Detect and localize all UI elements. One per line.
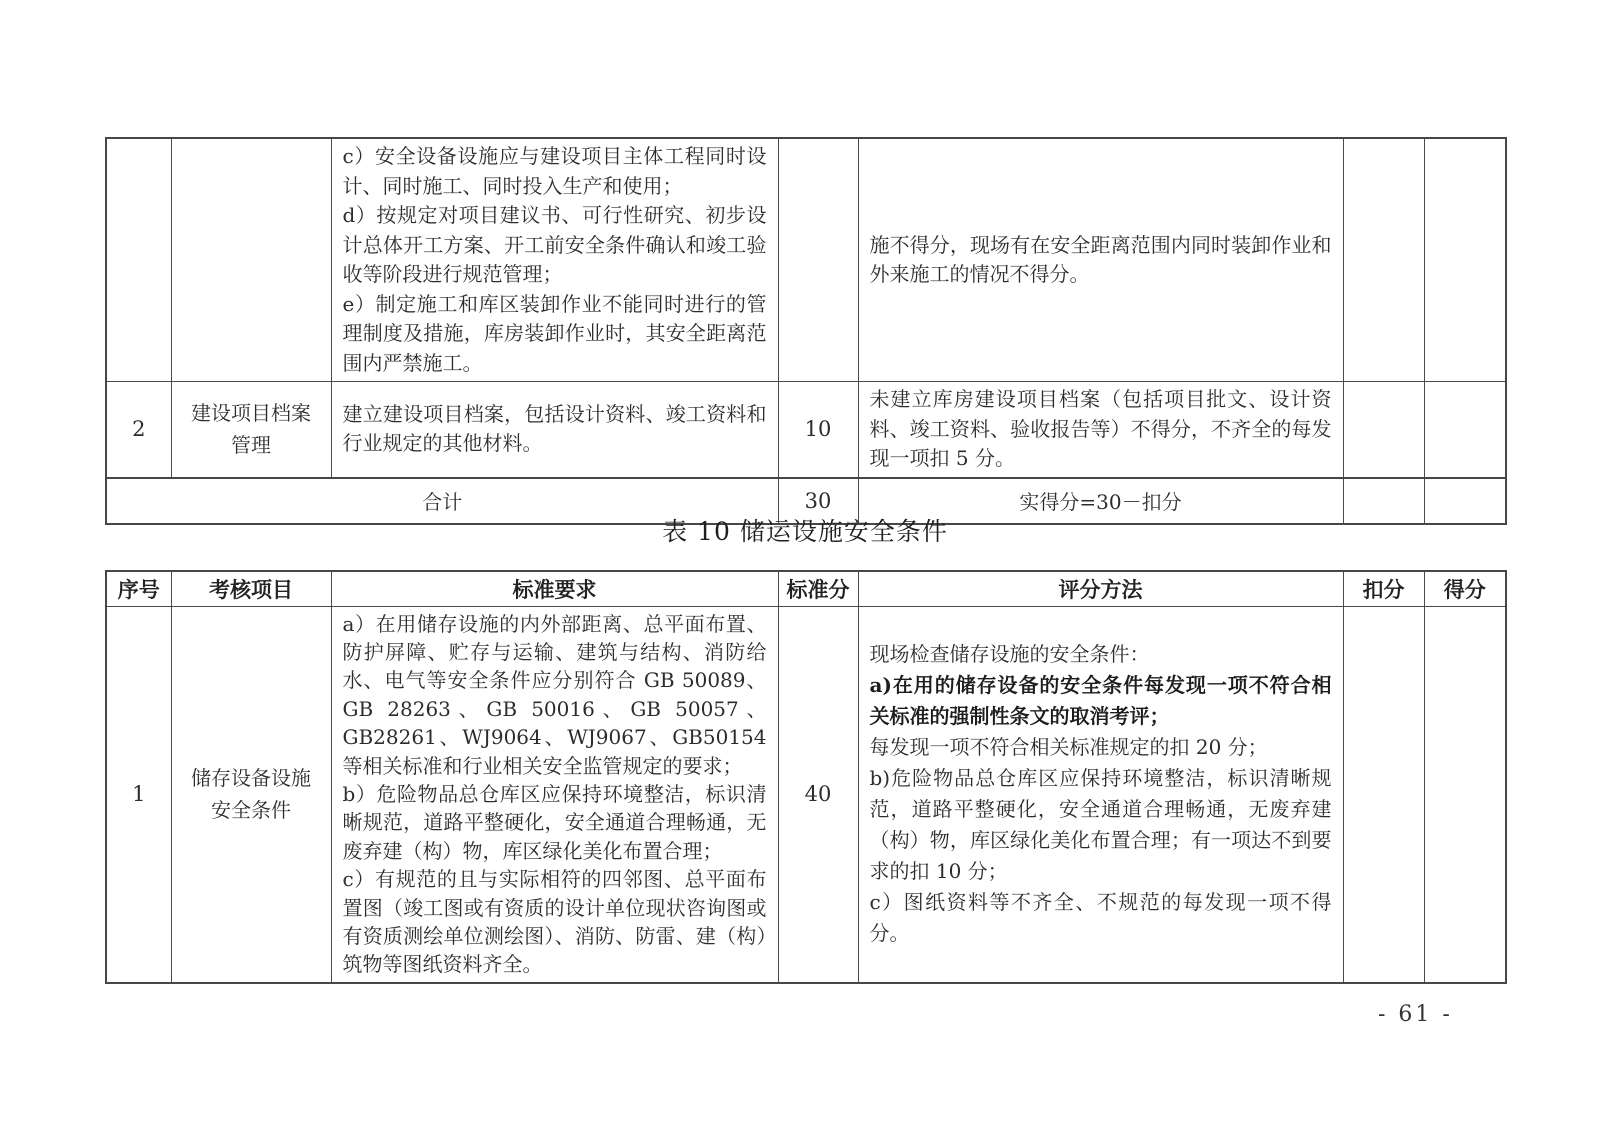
method-text: 现场检查储存设施的安全条件： [869,642,1150,667]
header-requirement: 标准要求 [331,571,778,606]
method-text: 施不得分，现场有在安全距离范围内同时装卸作业和外来施工的情况不得分。 [869,232,1332,286]
method-cell [858,382,1343,478]
header-seq: 序号 [106,571,171,606]
seq-cell: 2 [106,382,171,478]
requirement-cell [331,138,778,382]
header-method: 评分方法 [858,571,1343,606]
requirement-text: a）在用储存设施的内外部距离、总平面布置、防护屏障、贮存与运输、建筑与结构、消防给水、电气等安全条件应分别符合 GB 50089、GB 28263、GB 50016、GB 50057、GB28261、WJ9064、WJ9067、GB50154 等相关标准和行业相关安全监管规定的要求； [342,611,767,778]
score-cell: 40 [778,606,858,983]
method-text: c）图纸资料等不齐全、不规范的每发现一项不得分。 [869,890,1332,946]
method-cell [858,138,1343,382]
deduction-cell [1343,606,1424,983]
method-cell [858,606,1343,983]
header-row [106,571,1506,606]
table10-title: 表 10 储运设施安全条件 [662,517,948,546]
gained-cell [1424,606,1506,983]
score-cell: 10 [778,382,858,478]
requirement-text: c）安全设备设施应与建设项目主体工程同时设计、同时施工、同时投入生产和使用； [342,144,767,198]
deduction-cell [1343,138,1424,382]
header-gained: 得分 [1424,571,1506,606]
header-deduction: 扣分 [1343,571,1424,606]
method-text: 每发现一项不符合相关标准规定的扣 20 分； [869,735,1268,760]
requirement-cell [331,606,778,983]
requirement-text: d）按规定对项目建议书、可行性研究、初步设计总体开工方案、开工前安全条件确认和竣工验收等阶段进行规范管理； [342,203,767,286]
requirement-text: e）制定施工和库区装卸作业不能同时进行的管理制度及措施，库房装卸作业时，其安全距离范围内严禁施工。 [342,291,767,375]
storage-facility-table [105,570,1507,984]
table-row-storage-conditions [106,606,1506,983]
requirement-cell [331,382,778,478]
item-cell [171,138,331,382]
table-row-archives [106,382,1506,478]
item-text: 储存设备设施安全条件 [191,766,311,823]
total-score-cell: 30 [778,478,858,524]
construction-project-table [105,137,1507,525]
seq-cell [106,138,171,382]
gained-cell [1424,382,1506,478]
header-score: 标准分 [778,571,858,606]
requirement-text: c）有规范的且与实际相符的四邻图、总平面布置图（竣工图或有资质的设计单位现状咨询图或有资质测绘单位测绘图）、消防、防雷、建（构）筑物等图纸资料齐全。 [342,867,767,977]
method-text: 未建立库房建设项目档案（包括项目批文、设计资料、竣工资料、验收报告等）不得分，不齐全的每发现一项扣 5 分。 [869,387,1332,470]
total-method-cell: 实得分=30－扣分 [858,478,1343,524]
requirement-text: b）危险物品总仓库区应保持环境整洁，标识清晰规范，道路平整硬化，安全通道合理畅通，无废弃建（构）物，库区绿化美化布置合理； [342,781,767,863]
method-text-bold: a)在用的储存设备的安全条件每发现一项不符合相关标准的强制性条文的取消考评； [869,673,1332,729]
deduction-cell [1343,382,1424,478]
method-text: b)危险物品总仓库区应保持环境整洁，标识清晰规范，道路平整硬化，安全通道合理畅通，无废弃建（构）物，库区绿化美化布置合理；有一项达不到要求的扣 10 分； [869,766,1332,884]
item-text: 建设项目档案管理 [191,401,311,458]
item-cell [171,382,331,478]
page-number: - 61 - [1378,1002,1453,1027]
table-row-continuation [106,138,1506,382]
total-label-cell: 合计 [106,478,778,524]
seq-cell: 1 [106,606,171,983]
gained-cell [1424,138,1506,382]
requirement-text: 建立建设项目档案，包括设计资料、竣工资料和行业规定的其他材料。 [342,401,767,456]
score-cell [778,138,858,382]
item-cell [171,606,331,983]
header-item: 考核项目 [171,571,331,606]
